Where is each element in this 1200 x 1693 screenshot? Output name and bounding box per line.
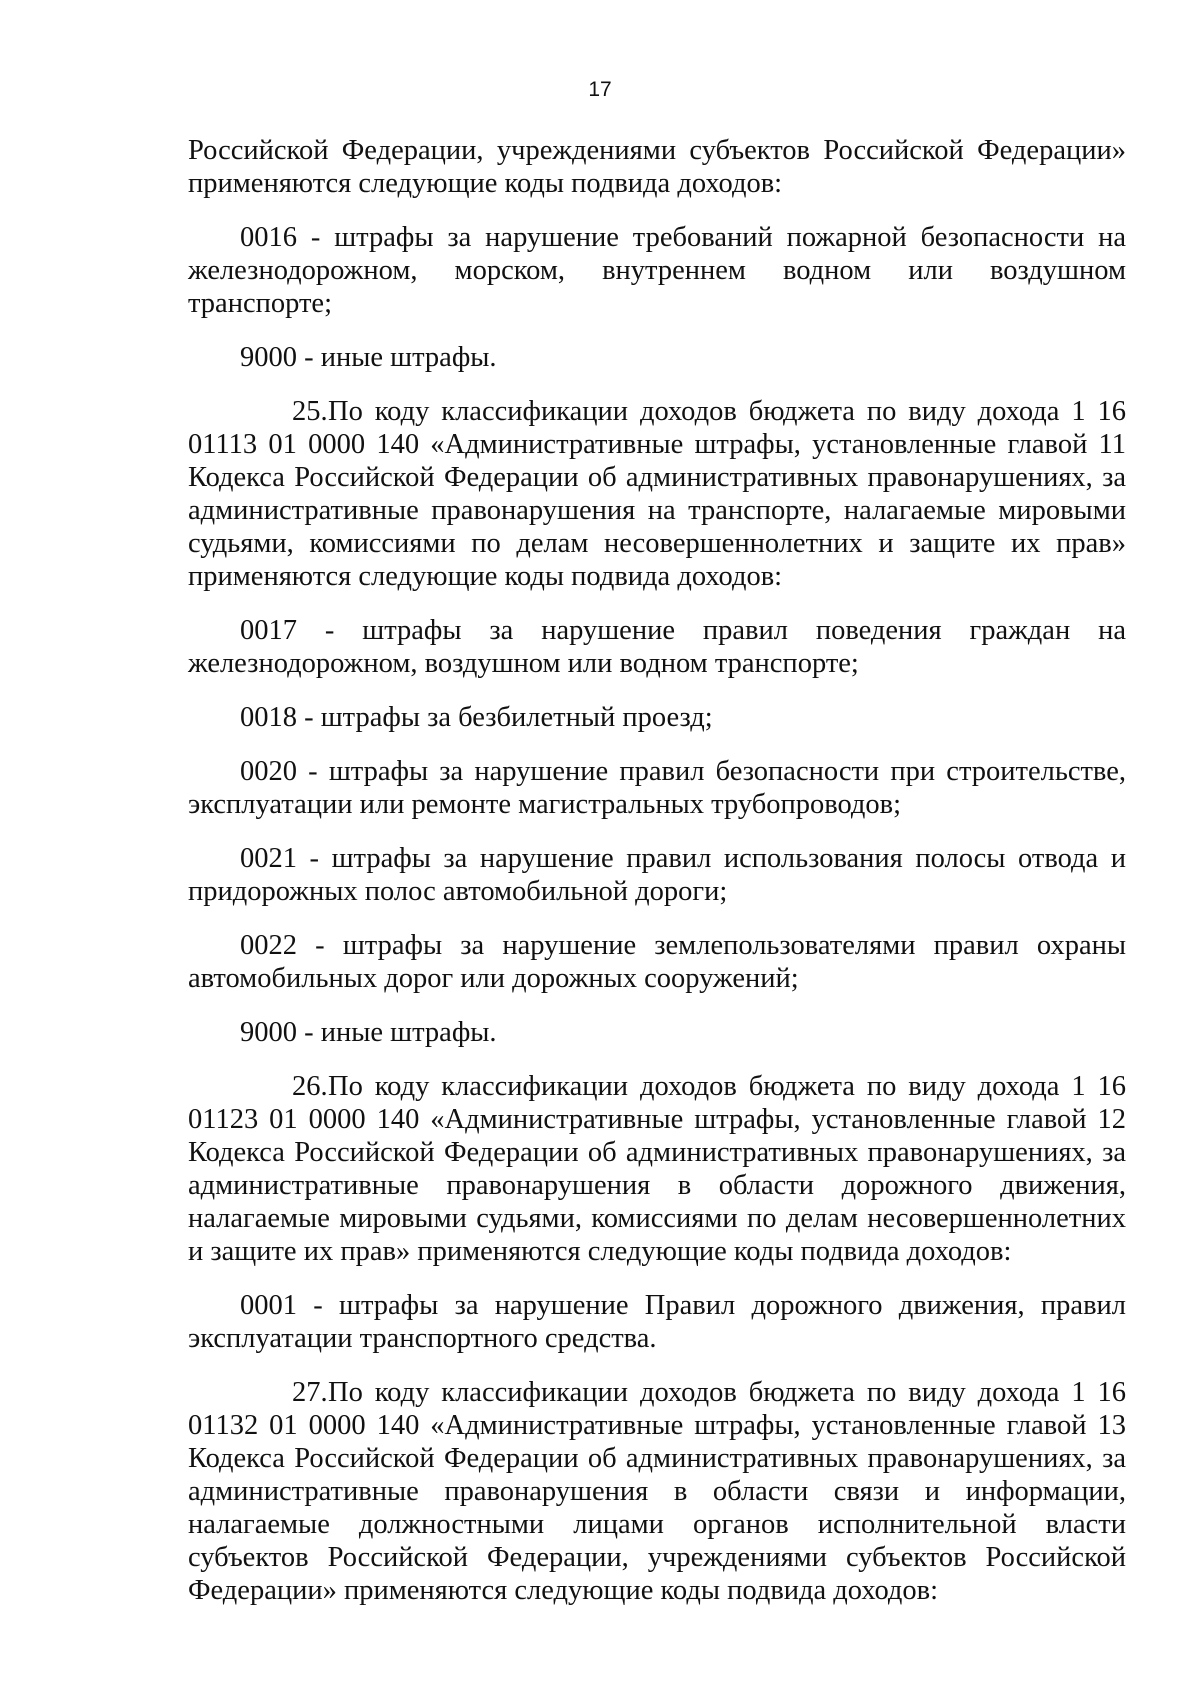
paragraph-number: 26. [292,1071,328,1102]
paragraph-text: По коду классификации доходов бюджета по виду дохода 1 16 01113 01 0000 140 «Административные штрафы, установленные главой 11 Кодекса Российской Федерации об административных правонарушениях, за административные правонарушения на транспорте, налагаемые мировыми судьями, комиссиями по делам несовершеннолетних и защите их прав» применяются следующие коды подвида доходов: [188,396,1126,592]
paragraph-number: 27. [292,1377,328,1408]
paragraph-number: 25. [292,396,328,427]
page-number: 17 [588,78,612,101]
paragraph-text: По коду классификации доходов бюджета по виду дохода 1 16 01123 01 0000 140 «Административные штрафы, установленные главой 12 Кодекса Российской Федерации об административных правонарушениях, за административные правонарушения в области дорожного движения, налагаемые мировыми судьями, комиссиями по делам несовершеннолетних и защите их прав» применяются следующие коды подвида доходов: [188,1071,1126,1267]
paragraph: 0018 - штрафы за безбилетный проезд; [240,702,713,733]
paragraph: 0021 - штрафы за нарушение правил использования полосы отвода и придорожных полос автомобильной дороги; [188,843,1126,907]
numbered-paragraph-27 [188,1376,1126,1607]
paragraph-text: По коду классификации доходов бюджета по виду дохода 1 16 01132 01 0000 140 «Административные штрафы, установленные главой 13 Кодекса Российской Федерации об административных правонарушениях, за административные правонарушения в области связи и информации, налагаемые должностными лицами органов исполнительной власти субъектов Российской Федерации, учреждениями субъектов Российской Федерации» применяются следующие коды подвида доходов: [188,1377,1126,1606]
paragraph: 9000 - иные штрафы. [240,1017,497,1048]
paragraph: Российской Федерации, учреждениями субъектов Российской Федерации» применяются следующие коды подвида доходов: [188,135,1126,199]
paragraph: 0022 - штрафы за нарушение землепользователями правил охраны автомобильных дорог или дорожных сооружений; [188,930,1126,994]
paragraph: 0017 - штрафы за нарушение правил поведения граждан на железнодорожном, воздушном или водном транспорте; [188,615,1126,679]
document-body [188,134,1126,1607]
paragraph: 0001 - штрафы за нарушение Правил дорожного движения, правил эксплуатации транспортного средства. [188,1290,1126,1354]
numbered-paragraph-25 [188,395,1126,593]
paragraph: 9000 - иные штрафы. [240,342,497,373]
numbered-paragraph-26 [188,1070,1126,1268]
paragraph: 0016 - штрафы за нарушение требований пожарной безопасности на железнодорожном, морском, внутреннем водном или воздушном транспорте; [188,222,1126,319]
paragraph: 0020 - штрафы за нарушение правил безопасности при строительстве, эксплуатации или ремонте магистральных трубопроводов; [188,756,1126,820]
